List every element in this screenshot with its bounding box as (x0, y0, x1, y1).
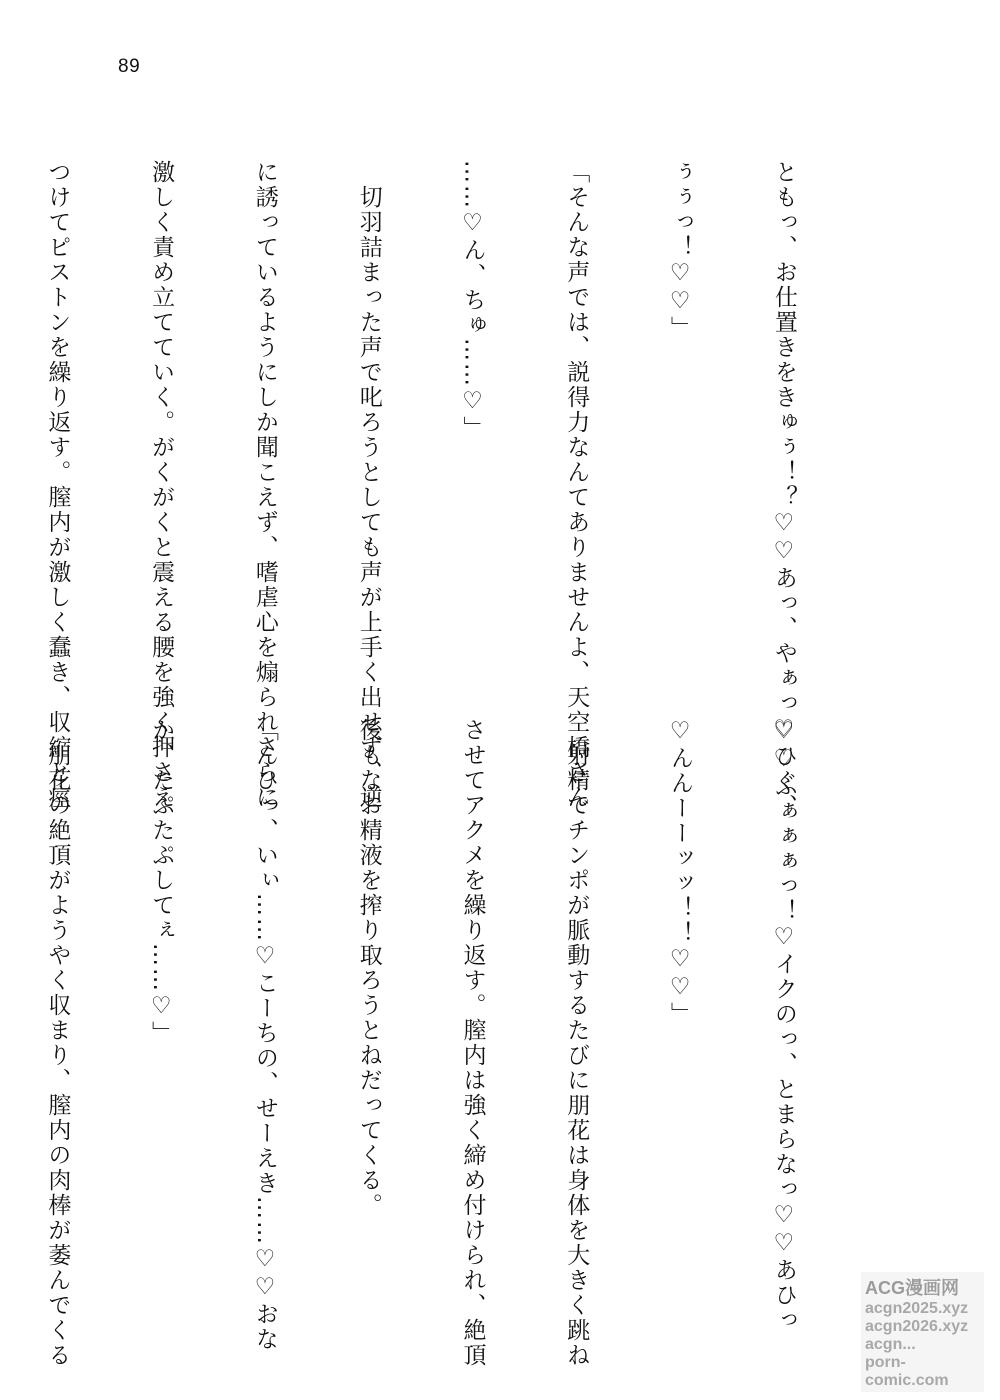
text-block-top (44, 160, 870, 819)
text-line: ……♡ん、ちゅ……♡」 (459, 160, 486, 441)
text-line: 射精でチンポが脈動するたびに朋花は身体を大きく跳ね (563, 718, 590, 1368)
text-line: ぅぅっ！♡♡」 (667, 160, 694, 341)
text-line: 「んひっ、いぃ……♡こーちの、せーえき……♡♡おな (251, 718, 278, 1352)
watermark-url: acgn... (865, 1336, 916, 1353)
text-line: 「そんな声では、説得力なんてありませんよ、天空橋さん (563, 160, 590, 810)
watermark (861, 1272, 984, 1392)
text-line: させてアクメを繰り返す。膣内は強く締め付けられ、絶頂 (459, 718, 486, 1368)
watermark-url: acgn2025.xyz (865, 1300, 969, 1317)
watermark-logo: ACG漫画网 (865, 1278, 959, 1298)
text-line: 切羽詰まった声で叱ろうとしても声が上手く出せず、逆 (355, 160, 382, 810)
text-line: に誘っているようにしか聞こえず、嗜虐心を煽られさらに (251, 160, 278, 810)
text-line: 激しく責め立てていく。がくがくと震える腰を強く押さえ (148, 160, 175, 810)
text-line: 朋花の絶頂がようやく収まり、膣内の肉棒が萎んでくる (44, 718, 71, 1368)
text-line: ともっ、お仕置きをきゅぅ！？♡♡あっ、やぁっ♡ひぐ、 (770, 160, 797, 819)
watermark-url: acgn2026.xyz (865, 1318, 969, 1335)
text-line: つけてピストンを繰り返す。膣内が激しく蠢き、収縮と痙 (44, 160, 71, 810)
text-line: ♡♡ふぁぁぁっ！♡イクのっ、とまらなっ♡♡あひっ (770, 718, 797, 1333)
text-line: ♡んんーーッッ！！♡♡」 (667, 718, 694, 1027)
text-line: 後もなお精液を搾り取ろうとねだってくる。 (355, 718, 382, 1218)
text-line: か、たぷたぷしてぇ……♡」 (148, 718, 175, 1046)
watermark-url: porn-comic.com (865, 1354, 949, 1389)
page-number: 89 (118, 56, 141, 77)
text-block-bottom (44, 718, 870, 1368)
